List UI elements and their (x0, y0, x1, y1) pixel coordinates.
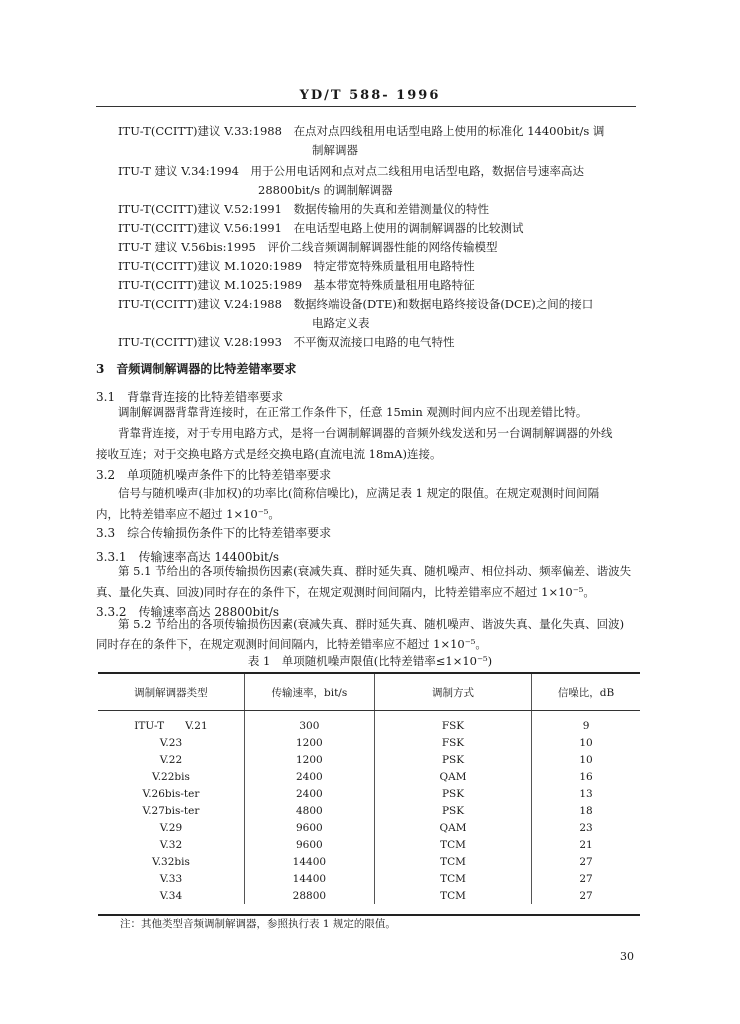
reference-item (118, 163, 584, 179)
table-cell: FSK (374, 711, 531, 735)
noise-limits-table (98, 672, 640, 916)
table-cell: 27 (579, 855, 593, 868)
table-cell: QAM (374, 819, 531, 836)
table-note: 注：其他类型音频调制解调器，参照执行表 1 规定的限值。 (120, 918, 396, 930)
table-cell: V.23 (98, 734, 244, 751)
table-row (98, 853, 640, 870)
reference-code: ITU-T 建议 V.56bis:1995 (118, 240, 256, 254)
table-row (98, 870, 640, 887)
table-cell: V.27bis-ter (98, 802, 244, 819)
table-cell: ITU-T V.21 (98, 711, 244, 735)
table-cell: FSK (374, 734, 531, 751)
paragraph: 内，比特差错率应不超过 1×10⁻⁵。 (96, 507, 280, 521)
reference-code: ITU-T(CCITT)建议 V.33:1988 (118, 124, 282, 138)
table-cell: 23 (579, 821, 593, 834)
reference-item (118, 220, 524, 236)
reference-item (118, 258, 475, 274)
table-cell: 27 (579, 889, 593, 902)
reference-title: 数据传输用的失真和差错测量仪的特性 (293, 202, 490, 216)
header-rule (96, 106, 636, 107)
table-cell: V.32bis (98, 853, 244, 870)
paragraph: 同时存在的条件下，在规定观测时间间隔内，比特差错率应不超过 1×10⁻⁵。 (96, 637, 487, 651)
reference-continuation: 制解调器 (312, 143, 358, 157)
reference-title: 数据终端设备(DTE)和数据电路终接设备(DCE)之间的接口 (293, 297, 594, 311)
subsubsection-heading: 3.3.1 传输速率高达 14400bit/s (96, 550, 280, 564)
table-row (98, 768, 640, 785)
table-cell: 9600 (244, 819, 374, 836)
table-cell: 18 (579, 804, 593, 817)
table-caption: 表 1 单项随机噪声限值(比特差错率≤1×10⁻⁵) (247, 654, 493, 668)
table-row (98, 802, 640, 819)
column-header: 调制方式 (374, 674, 531, 711)
table-cell: 16 (579, 770, 593, 783)
table-cell: 21 (579, 838, 593, 851)
reference-code: ITU-T(CCITT)建议 M.1020:1989 (118, 259, 303, 273)
paragraph: 第 5.1 节给出的各项传输损伤因素(衰减失真、群时延失真、随机噪声、相位抖动、频率偏差、谐波失 (118, 564, 632, 578)
standard-code-header: YD/T 588- 1996 (299, 88, 441, 103)
table-cell: V.33 (98, 870, 244, 887)
table-cell: 10 (579, 753, 593, 766)
reference-item (118, 123, 604, 139)
table-row (98, 887, 640, 904)
table-cell: 9 (582, 719, 590, 732)
table-cell: PSK (374, 751, 531, 768)
subsection-heading: 3.2 单项随机噪声条件下的比特差错率要求 (96, 468, 332, 482)
paragraph: 真、量化失真、回波)同时存在的条件下，在规定观测时间间隔内，比特差错率应不超过 1×10⁻⁵。 (96, 585, 595, 599)
reference-item (118, 201, 489, 217)
subsection-heading: 3.3 综合传输损伤条件下的比特差错率要求 (96, 526, 332, 540)
column-header: 调制解调器类型 (98, 674, 244, 711)
reference-title: 不平衡双流接口电路的电气特性 (293, 335, 455, 349)
reference-title: 用于公用电话网和点对点二线租用电话型电路，数据信号速率高达 (250, 164, 585, 178)
table-cell: 14400 (244, 870, 374, 887)
reference-code: ITU-T(CCITT)建议 V.56:1991 (118, 221, 282, 235)
table-cell: 13 (579, 787, 593, 800)
reference-continuation: 28800bit/s 的调制解调器 (258, 183, 393, 197)
table-cell: V.32 (98, 836, 244, 853)
table-cell: 2400 (244, 785, 374, 802)
subsection-heading: 3.1 背靠背连接的比特差错率要求 (96, 390, 284, 404)
table-row (98, 751, 640, 768)
reference-code: ITU-T(CCITT)建议 M.1025:1989 (118, 278, 303, 292)
column-header: 传输速率，bit/s (244, 674, 374, 711)
reference-title: 评价二线音频调制解调器性能的网络传输模型 (267, 240, 498, 254)
table-cell: TCM (374, 853, 531, 870)
reference-title: 特定带宽特殊质量租用电路特性 (313, 259, 475, 273)
reference-title: 在电话型电路上使用的调制解调器的比较测试 (293, 221, 524, 235)
table-row (98, 819, 640, 836)
page-number: 30 (620, 950, 634, 963)
table-header-row (98, 674, 640, 711)
paragraph: 第 5.2 节给出的各项传输损伤因素(衰减失真、群时延失真、随机噪声、谐波失真、量化失真、回波) (118, 617, 625, 631)
table-cell: V.22 (98, 751, 244, 768)
table-cell: TCM (374, 887, 531, 904)
table-cell: 9600 (244, 836, 374, 853)
paragraph: 接收互连；对于交换电路方式是经交换电路(直流电流 18mA)连接。 (96, 447, 442, 461)
column-header: 信噪比，dB (532, 674, 640, 711)
table-row (98, 734, 640, 751)
table-row (98, 711, 640, 735)
reference-title: 在点对点四线租用电话型电路上使用的标准化 14400bit/s 调 (293, 124, 605, 138)
reference-item (118, 239, 497, 255)
table-cell: V.22bis (98, 768, 244, 785)
table-cell: PSK (374, 802, 531, 819)
reference-continuation: 电路定义表 (312, 316, 370, 330)
section-heading: 3 音频调制解调器的比特差错率要求 (96, 362, 297, 376)
reference-code: ITU-T(CCITT)建议 V.28:1993 (118, 335, 282, 349)
table-cell: 28800 (244, 887, 374, 904)
table-row (98, 836, 640, 853)
reference-code: ITU-T 建议 V.34:1994 (118, 164, 239, 178)
reference-item (118, 296, 593, 312)
table-cell: 4800 (244, 802, 374, 819)
subsubsection-heading: 3.3.2 传输速率高达 28800bit/s (96, 605, 280, 619)
table-cell: TCM (374, 870, 531, 887)
table-row (98, 785, 640, 802)
table-cell: 14400 (244, 853, 374, 870)
table-cell: QAM (374, 768, 531, 785)
table-cell: 27 (579, 872, 593, 885)
table-cell: 300 (244, 711, 374, 735)
reference-item (118, 334, 455, 350)
reference-code: ITU-T(CCITT)建议 V.52:1991 (118, 202, 282, 216)
table-cell: TCM (374, 836, 531, 853)
table-cell: 1200 (244, 734, 374, 751)
reference-code: ITU-T(CCITT)建议 V.24:1988 (118, 297, 282, 311)
table-cell: V.34 (98, 887, 244, 904)
paragraph: 信号与随机噪声(非加权)的功率比(简称信噪比)，应满足表 1 规定的限值。在规定观测时间间隔 (118, 486, 600, 500)
reference-title: 基本带宽特殊质量租用电路特征 (313, 278, 475, 292)
table-cell: 2400 (244, 768, 374, 785)
table-cell: V.29 (98, 819, 244, 836)
paragraph: 背靠背连接，对于专用电路方式，是将一台调制解调器的音频外线发送和另一台调制解调器的外线 (118, 426, 613, 440)
reference-item (118, 277, 475, 293)
table-cell: V.26bis-ter (98, 785, 244, 802)
paragraph: 调制解调器背靠背连接时，在正常工作条件下，任意 15min 观测时间内应不出现差错比特。 (118, 405, 588, 419)
table-cell: 10 (579, 736, 593, 749)
table-cell: 1200 (244, 751, 374, 768)
table-cell: PSK (374, 785, 531, 802)
